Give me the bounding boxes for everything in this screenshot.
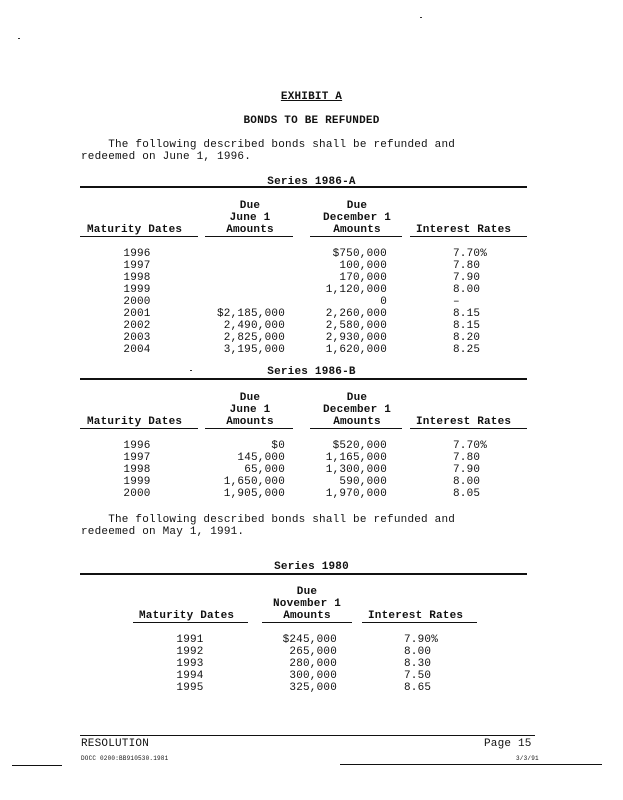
december-amount-cell: 590,000 — [339, 476, 387, 488]
maturity-year-cell: 2000 — [123, 296, 151, 308]
december-amount-cell: 0 — [380, 296, 387, 308]
maturity-year-cell: 2003 — [123, 332, 151, 344]
series-b-dec-label: December 1 — [322, 404, 391, 416]
series-b-june-due: Due — [239, 392, 261, 404]
series-a-maturity-header: Maturity Dates — [87, 224, 183, 236]
series-1980-nov-label: November 1 — [272, 598, 341, 610]
maturity-year-cell: 1994 — [176, 670, 204, 682]
intro-paragraph-line-1: The following described bonds shall be refunded and — [81, 139, 456, 151]
interest-rate-cell: 8.15 — [453, 320, 481, 332]
series-b-dec-due: Due — [346, 392, 368, 404]
scan-speck — [18, 38, 20, 39]
series-b-maturity-header: Maturity Dates — [87, 416, 183, 428]
interest-rate-cell: 7.90 — [453, 464, 481, 476]
maturity-year-cell: 1999 — [123, 284, 151, 296]
maturity-year-cell: 1996 — [123, 248, 151, 260]
series-a-header-rule-2 — [205, 236, 293, 237]
maturity-year-cell: 1998 — [123, 464, 151, 476]
june-amount-cell: 2,825,000 — [223, 332, 285, 344]
interest-rate-cell: 8.30 — [404, 658, 432, 670]
interest-rate-cell: 7.70% — [453, 440, 488, 452]
series-b-header-rule-4 — [410, 428, 527, 429]
interest-rate-cell: 8.00 — [404, 646, 432, 658]
scan-mark-right — [340, 764, 602, 765]
series-b-june-amounts: Amounts — [226, 416, 274, 428]
december-amount-cell: 170,000 — [339, 272, 387, 284]
december-amount-cell: 100,000 — [339, 260, 387, 272]
december-amount-cell: 1,120,000 — [325, 284, 387, 296]
november-amount-cell: $245,000 — [282, 634, 337, 646]
june-amount-cell: $0 — [271, 440, 285, 452]
maturity-year-cell: 1991 — [176, 634, 204, 646]
november-amount-cell: 280,000 — [289, 658, 337, 670]
december-amount-cell: 1,620,000 — [325, 344, 387, 356]
maturity-year-cell: 1992 — [176, 646, 204, 658]
december-amount-cell: 1,970,000 — [325, 488, 387, 500]
june-amount-cell: 145,000 — [237, 452, 285, 464]
december-amount-cell: $520,000 — [332, 440, 387, 452]
interest-rate-cell: 8.05 — [453, 488, 481, 500]
footer-page-number: Page 15 — [484, 738, 532, 750]
december-amount-cell: 2,260,000 — [325, 308, 387, 320]
series-a-june-due: Due — [239, 200, 261, 212]
maturity-year-cell: 1995 — [176, 682, 204, 694]
series-1980-rates-header: Interest Rates — [368, 610, 464, 622]
series-a-header-rule-1 — [80, 236, 198, 237]
series-a-june-amounts: Amounts — [226, 224, 274, 236]
interest-rate-cell: – — [453, 296, 460, 308]
scan-speck — [190, 370, 192, 371]
series-a-header-rule-4 — [410, 236, 527, 237]
june-amount-cell: 2,490,000 — [223, 320, 285, 332]
june-amount-cell: $2,185,000 — [216, 308, 285, 320]
june-amount-cell: 1,650,000 — [223, 476, 285, 488]
maturity-year-cell: 2002 — [123, 320, 151, 332]
june-amount-cell: 3,195,000 — [223, 344, 285, 356]
interest-rate-cell: 8.15 — [453, 308, 481, 320]
interest-rate-cell: 7.80 — [453, 452, 481, 464]
scan-mark-left — [12, 765, 62, 766]
december-amount-cell: 1,300,000 — [325, 464, 387, 476]
series-a-dec-label: December 1 — [322, 212, 391, 224]
footer-doc-id: DOCC 0200:BB910530.1981 — [81, 755, 169, 762]
series-b-title: Series 1986-B — [267, 366, 356, 378]
june-amount-cell: 65,000 — [244, 464, 285, 476]
interest-rate-cell: 8.00 — [453, 284, 481, 296]
series-a-rates-header: Interest Rates — [416, 224, 512, 236]
series-a-title: Series 1986-A — [267, 176, 356, 188]
series-b-header-rule-3 — [310, 428, 402, 429]
interest-rate-cell: 7.90 — [453, 272, 481, 284]
series-a-dec-amounts: Amounts — [333, 224, 381, 236]
series-1980-nov-due: Due — [296, 586, 318, 598]
maturity-year-cell: 2004 — [123, 344, 151, 356]
june-amount-cell: 1,905,000 — [223, 488, 285, 500]
scan-speck — [420, 17, 422, 18]
interest-rate-cell: 7.50 — [404, 670, 432, 682]
exhibit-title: EXHIBIT A — [280, 91, 343, 103]
december-amount-cell: 2,930,000 — [325, 332, 387, 344]
series-a-dec-due: Due — [346, 200, 368, 212]
december-amount-cell: 1,165,000 — [325, 452, 387, 464]
maturity-year-cell: 1996 — [123, 440, 151, 452]
intro-paragraph-2-line-1: The following described bonds shall be refunded and — [81, 514, 456, 526]
intro-paragraph-2-line-2: redeemed on May 1, 1991. — [81, 526, 245, 538]
november-amount-cell: 265,000 — [289, 646, 337, 658]
series-a-header-rule-3 — [310, 236, 402, 237]
footer-right-small: 3/3/91 — [516, 755, 539, 762]
series-1980-header-rule-2 — [262, 622, 352, 623]
interest-rate-cell: 8.25 — [453, 344, 481, 356]
document-subtitle: BONDS TO BE REFUNDED — [243, 115, 380, 127]
series-1980-header-rule-3 — [362, 622, 477, 623]
maturity-year-cell: 1998 — [123, 272, 151, 284]
interest-rate-cell: 7.90% — [404, 634, 439, 646]
intro-paragraph-line-2: redeemed on June 1, 1996. — [81, 151, 252, 163]
november-amount-cell: 300,000 — [289, 670, 337, 682]
november-amount-cell: 325,000 — [289, 682, 337, 694]
maturity-year-cell: 2001 — [123, 308, 151, 320]
maturity-year-cell: 1993 — [176, 658, 204, 670]
maturity-year-cell: 1997 — [123, 452, 151, 464]
series-1980-top-rule — [80, 573, 527, 575]
series-1980-header-rule-1 — [133, 622, 248, 623]
december-amount-cell: 2,580,000 — [325, 320, 387, 332]
interest-rate-cell: 7.70% — [453, 248, 488, 260]
series-b-header-rule-2 — [205, 428, 293, 429]
december-amount-cell: $750,000 — [332, 248, 387, 260]
footer-rule — [80, 735, 535, 736]
maturity-year-cell: 1997 — [123, 260, 151, 272]
series-b-top-rule — [80, 378, 527, 380]
interest-rate-cell: 8.20 — [453, 332, 481, 344]
interest-rate-cell: 8.65 — [404, 682, 432, 694]
series-a-top-rule — [80, 186, 527, 188]
series-1980-nov-amounts: Amounts — [283, 610, 331, 622]
maturity-year-cell: 1999 — [123, 476, 151, 488]
series-1980-maturity-header: Maturity Dates — [139, 610, 235, 622]
series-b-header-rule-1 — [80, 428, 198, 429]
footer-resolution: RESOLUTION — [81, 738, 150, 750]
series-a-june-label: June 1 — [229, 212, 271, 224]
series-b-dec-amounts: Amounts — [333, 416, 381, 428]
interest-rate-cell: 7.80 — [453, 260, 481, 272]
interest-rate-cell: 8.00 — [453, 476, 481, 488]
series-1980-title: Series 1980 — [274, 561, 349, 573]
series-b-june-label: June 1 — [229, 404, 271, 416]
maturity-year-cell: 2000 — [123, 488, 151, 500]
series-b-rates-header: Interest Rates — [416, 416, 512, 428]
